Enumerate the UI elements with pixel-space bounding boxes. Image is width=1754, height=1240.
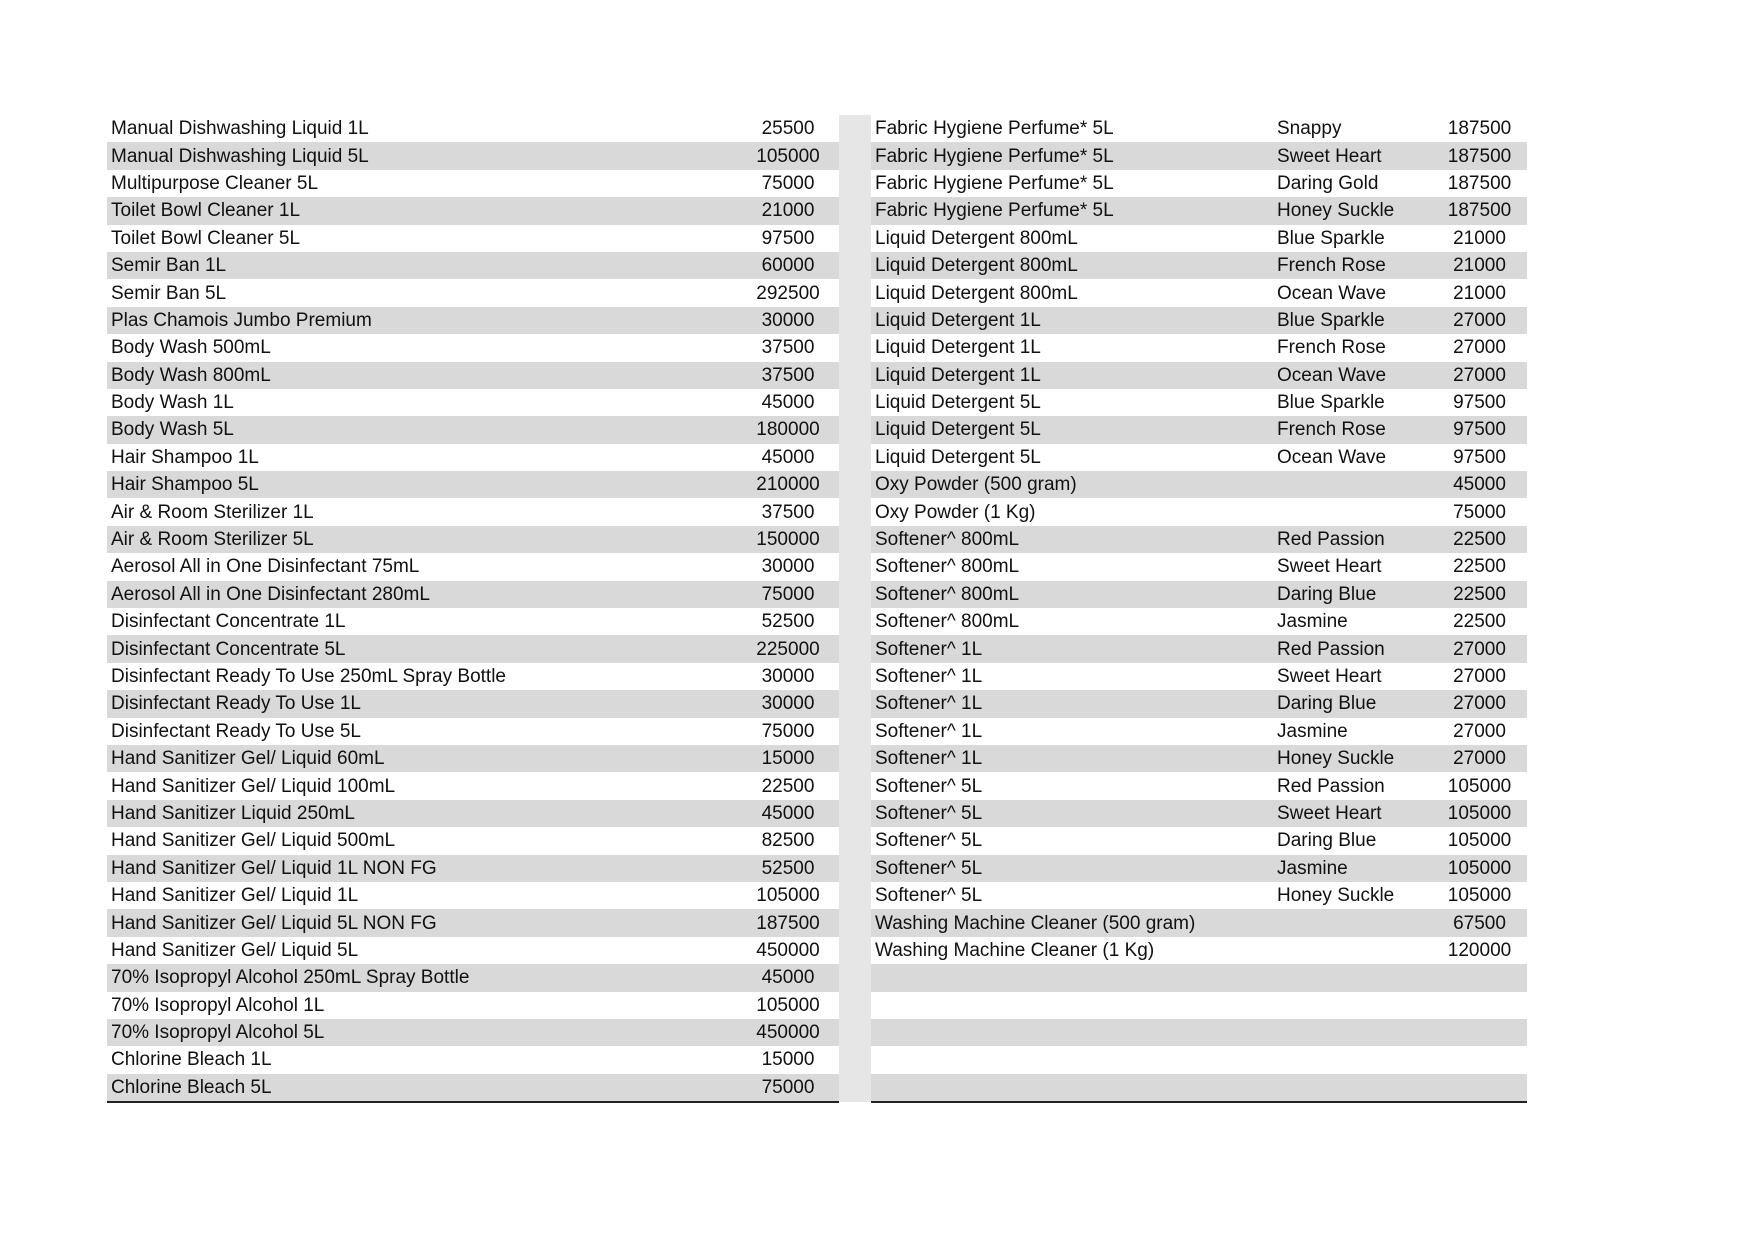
right-product-name [871,1019,1275,1046]
left-product-name: Aerosol All in One Disinfectant 75mL [111,556,420,578]
column-gap [839,663,871,690]
left-product-name: 70% Isopropyl Alcohol 5L [107,1019,737,1046]
table-row [107,170,1527,197]
left-product-price: 75000 [761,172,815,194]
right-product-name [871,1074,1275,1102]
column-gap [839,197,871,224]
right-product-name: Softener^ 1L [871,690,1275,717]
left-product-name: Manual Dishwashing Liquid 1L [111,118,369,140]
table-row [107,197,1527,224]
right-product-price: 105000 [1447,775,1512,797]
right-product-price [1432,992,1527,1019]
table-row [107,1074,1527,1102]
right-product-price: 187500 [1432,142,1527,169]
right-product-price: 21000 [1453,227,1506,249]
right-product-name: Liquid Detergent 1L [875,337,1041,359]
left-product-price: 450000 [737,1019,839,1046]
column-gap [839,553,871,580]
table-row [107,334,1527,361]
left-product-name: Chlorine Bleach 5L [107,1074,737,1102]
price-table-body [107,115,1527,1102]
table-row [107,444,1527,471]
right-product-name: Liquid Detergent 5L [871,416,1275,443]
right-product-price: 27000 [1432,635,1527,662]
right-product-price: 67500 [1432,909,1527,936]
right-product-name: Liquid Detergent 5L [875,446,1041,468]
table-row [107,498,1527,525]
right-product-variant: Red Passion [1275,526,1432,553]
right-product-name: Washing Machine Cleaner (1 Kg) [875,939,1155,961]
right-product-price: 27000 [1432,690,1527,717]
left-product-price: 45000 [761,446,815,468]
table-row [107,142,1527,169]
right-product-name: Softener^ 5L [875,885,983,907]
right-product-variant [1275,992,1432,1019]
column-gap [839,855,871,882]
left-product-name: Disinfectant Concentrate 1L [111,611,346,633]
right-product-price [1432,1046,1527,1073]
table-row [107,827,1527,854]
table-row [107,937,1527,964]
column-gap [839,498,871,525]
table-row [107,608,1527,635]
right-product-name: Oxy Powder (500 gram) [871,471,1275,498]
right-product-variant: Ocean Wave [1277,446,1387,468]
right-product-name: Liquid Detergent 1L [871,307,1275,334]
right-product-variant: Sweet Heart [1275,142,1432,169]
right-product-name: Oxy Powder (1 Kg) [875,501,1036,523]
left-product-name: Hand Sanitizer Gel/ Liquid 5L [111,939,359,961]
left-product-price: 210000 [737,471,839,498]
left-product-name: Plas Chamois Jumbo Premium [107,307,737,334]
column-gap [839,827,871,854]
right-product-price: 97500 [1432,416,1527,443]
column-gap [839,334,871,361]
right-product-variant: Sweet Heart [1277,666,1382,687]
right-product-variant: Sweet Heart [1275,800,1432,827]
left-product-name: Disinfectant Ready To Use 1L [107,690,737,717]
right-product-variant: French Rose [1275,252,1432,279]
column-gap [839,170,871,197]
left-product-price: 37500 [761,501,815,523]
left-product-name: Aerosol All in One Disinfectant 280mL [107,581,737,608]
right-product-price: 105000 [1447,885,1512,907]
column-gap [839,362,871,389]
column-gap [839,1074,871,1102]
right-product-price: 27000 [1432,307,1527,334]
left-product-price: 82500 [761,830,815,852]
right-product-variant [1275,498,1432,525]
column-gap [839,416,871,443]
right-product-price [1432,1019,1527,1046]
left-product-price: 45000 [737,800,839,827]
right-product-price: 21000 [1453,282,1506,304]
right-product-variant: Blue Sparkle [1277,227,1385,249]
right-product-name [871,1046,1275,1073]
table-row [107,1046,1527,1073]
table-row [107,992,1527,1019]
left-product-price: 30000 [737,307,839,334]
price-list-sheet [107,115,1527,1103]
right-product-variant [1275,1074,1432,1102]
column-gap [839,608,871,635]
left-product-name: Air & Room Sterilizer 5L [107,526,737,553]
right-product-variant: Honey Suckle [1277,885,1395,907]
right-product-price: 27000 [1453,720,1506,742]
left-product-name: Hand Sanitizer Gel/ Liquid 60mL [107,745,737,772]
right-product-price: 97500 [1453,446,1506,468]
right-product-price: 27000 [1453,337,1506,359]
right-product-variant: French Rose [1275,416,1432,443]
right-product-variant [1275,937,1432,964]
left-product-price: 15000 [761,1049,815,1071]
left-product-price: 450000 [756,939,820,961]
left-product-price: 75000 [737,581,839,608]
column-gap [839,526,871,553]
left-product-name: Hand Sanitizer Gel/ Liquid 500mL [111,830,396,852]
right-product-price: 27000 [1432,745,1527,772]
column-gap [839,882,871,909]
left-product-price: 30000 [761,556,815,578]
table-row [107,115,1527,142]
column-gap [839,471,871,498]
right-product-variant: Ocean Wave [1277,282,1387,304]
right-product-price: 22500 [1432,581,1527,608]
left-product-price: 45000 [761,392,815,414]
table-row [107,772,1527,799]
table-row [107,800,1527,827]
column-gap [839,800,871,827]
right-product-variant: Jasmine [1275,855,1432,882]
right-product-variant [1275,964,1432,991]
table-row [107,471,1527,498]
table-row [107,690,1527,717]
left-product-price: 150000 [737,526,839,553]
table-row [107,635,1527,662]
right-product-price: 75000 [1453,501,1506,523]
left-product-name: Disinfectant Concentrate 5L [107,635,737,662]
right-product-name: Softener^ 5L [871,855,1275,882]
left-product-name: Hand Sanitizer Liquid 250mL [107,800,737,827]
table-row [107,389,1527,416]
left-product-name: Multipurpose Cleaner 5L [111,172,319,194]
table-row [107,225,1527,252]
right-product-price: 22500 [1453,556,1506,578]
right-product-variant [1275,471,1432,498]
left-product-name: Toilet Bowl Cleaner 5L [111,227,301,249]
table-row [107,252,1527,279]
column-gap [839,279,871,306]
left-product-name: Semir Ban 5L [111,282,227,304]
right-product-variant: Red Passion [1275,635,1432,662]
left-product-price: 22500 [761,775,815,797]
column-gap [839,444,871,471]
right-product-price: 45000 [1432,471,1527,498]
left-product-name: Air & Room Sterilizer 1L [111,501,314,523]
right-product-variant [1275,1046,1432,1073]
left-product-price: 45000 [737,964,839,991]
right-product-variant: French Rose [1277,337,1386,359]
table-row [107,855,1527,882]
right-product-price: 22500 [1432,526,1527,553]
left-product-price: 292500 [756,282,820,304]
table-row [107,526,1527,553]
right-product-name: Fabric Hygiene Perfume* 5L [875,172,1114,194]
left-product-name: Disinfectant Ready To Use 250mL Spray Bottle [111,666,506,687]
right-product-variant: Daring Gold [1277,172,1379,194]
left-product-name: Body Wash 1L [111,392,234,414]
left-product-price: 60000 [737,252,839,279]
table-row [107,307,1527,334]
table-row [107,663,1527,690]
column-gap [839,635,871,662]
left-product-name: Body Wash 5L [107,416,737,443]
left-product-price: 75000 [761,720,815,742]
table-row [107,362,1527,389]
left-product-price: 105000 [737,142,839,169]
right-product-name: Liquid Detergent 800mL [871,252,1275,279]
column-gap [839,389,871,416]
left-product-name: Hair Shampoo 1L [111,446,259,468]
right-product-variant: Daring Blue [1277,830,1377,852]
column-gap [839,115,871,142]
right-product-name: Softener^ 1L [875,666,983,687]
right-product-name: Fabric Hygiene Perfume* 5L [875,118,1114,140]
right-product-name: Softener^ 5L [875,830,983,852]
left-product-name: Chlorine Bleach 1L [111,1049,272,1071]
left-product-price: 25500 [761,118,815,140]
right-product-name: Softener^ 800mL [871,581,1275,608]
left-product-name: Semir Ban 1L [107,252,737,279]
price-table [107,115,1527,1103]
right-product-variant: Jasmine [1277,611,1348,633]
right-product-variant: Daring Blue [1275,581,1432,608]
left-product-name: Hand Sanitizer Gel/ Liquid 1L NON FG [107,855,737,882]
right-product-variant: Ocean Wave [1275,362,1432,389]
column-gap [839,745,871,772]
right-product-name: Softener^ 800mL [875,611,1020,633]
left-product-price: 21000 [737,197,839,224]
right-product-variant: Daring Blue [1275,690,1432,717]
right-product-name: Fabric Hygiene Perfume* 5L [871,197,1275,224]
left-product-price: 52500 [737,855,839,882]
right-product-variant: Jasmine [1277,720,1348,742]
right-product-name: Softener^ 800mL [875,556,1020,578]
right-product-name [871,964,1275,991]
right-product-price: 97500 [1453,392,1506,414]
right-product-price: 187500 [1432,197,1527,224]
left-product-price: 75000 [737,1074,839,1102]
right-product-name: Liquid Detergent 800mL [875,227,1078,249]
column-gap [839,992,871,1019]
right-product-name: Softener^ 1L [875,720,983,742]
left-product-price: 187500 [737,909,839,936]
column-gap [839,1046,871,1073]
right-product-variant [1275,909,1432,936]
column-gap [839,307,871,334]
left-product-name: Manual Dishwashing Liquid 5L [107,142,737,169]
left-product-name: Body Wash 800mL [107,362,737,389]
right-product-price: 105000 [1447,830,1512,852]
table-row [107,553,1527,580]
right-product-price: 27000 [1453,666,1506,687]
right-product-price: 120000 [1447,939,1512,961]
right-product-price: 187500 [1447,118,1512,140]
column-gap [839,718,871,745]
column-gap [839,964,871,991]
right-product-price: 105000 [1432,800,1527,827]
right-product-variant: Snappy [1277,118,1342,140]
right-product-price: 187500 [1447,172,1512,194]
left-product-name: Toilet Bowl Cleaner 1L [107,197,737,224]
column-gap [839,142,871,169]
left-product-name: Hand Sanitizer Gel/ Liquid 1L [111,885,359,907]
left-product-name: Hand Sanitizer Gel/ Liquid 5L NON FG [107,909,737,936]
left-product-name: Hand Sanitizer Gel/ Liquid 100mL [111,775,396,797]
left-product-name: Disinfectant Ready To Use 5L [111,720,361,742]
column-gap [839,690,871,717]
right-product-price: 27000 [1432,362,1527,389]
right-product-price [1432,964,1527,991]
right-product-name: Liquid Detergent 800mL [875,282,1078,304]
column-gap [839,909,871,936]
table-row [107,745,1527,772]
left-product-price: 30000 [761,666,815,687]
right-product-name: Softener^ 1L [871,745,1275,772]
left-product-name: 70% Isopropyl Alcohol 1L [111,994,325,1016]
right-product-variant: Sweet Heart [1277,556,1382,578]
column-gap [839,581,871,608]
right-product-name: Liquid Detergent 1L [871,362,1275,389]
column-gap [839,252,871,279]
right-product-price: 105000 [1432,855,1527,882]
right-product-variant: Red Passion [1277,775,1385,797]
table-row [107,279,1527,306]
left-product-name: 70% Isopropyl Alcohol 250mL Spray Bottle [107,964,737,991]
left-product-price: 30000 [737,690,839,717]
left-product-name: Hair Shampoo 5L [107,471,737,498]
right-product-variant: Honey Suckle [1275,745,1432,772]
left-product-price: 37500 [737,362,839,389]
table-row [107,909,1527,936]
right-product-variant [1275,1019,1432,1046]
table-row [107,581,1527,608]
table-row [107,964,1527,991]
column-gap [839,225,871,252]
table-row [107,718,1527,745]
left-product-price: 225000 [737,635,839,662]
column-gap [839,1019,871,1046]
left-product-price: 52500 [761,611,815,633]
table-row [107,882,1527,909]
right-product-name: Fabric Hygiene Perfume* 5L [871,142,1275,169]
right-product-price: 22500 [1453,611,1506,633]
right-product-name: Softener^ 5L [875,775,983,797]
table-row [107,1019,1527,1046]
table-row [107,416,1527,443]
right-product-name: Softener^ 1L [871,635,1275,662]
left-product-price: 180000 [737,416,839,443]
right-product-name [871,992,1275,1019]
right-product-name: Liquid Detergent 5L [875,392,1041,414]
column-gap [839,937,871,964]
right-product-name: Washing Machine Cleaner (500 gram) [871,909,1275,936]
left-product-name: Body Wash 500mL [111,337,271,359]
right-product-name: Softener^ 5L [871,800,1275,827]
right-product-price: 21000 [1432,252,1527,279]
right-product-name: Softener^ 800mL [871,526,1275,553]
left-product-price: 105000 [756,994,820,1016]
right-product-variant: Blue Sparkle [1277,392,1385,414]
right-product-variant: Honey Suckle [1275,197,1432,224]
column-gap [839,772,871,799]
left-product-price: 97500 [761,227,815,249]
left-product-price: 105000 [756,885,820,907]
right-product-variant: Blue Sparkle [1275,307,1432,334]
left-product-price: 37500 [761,337,815,359]
left-product-price: 15000 [737,745,839,772]
right-product-price [1432,1074,1527,1102]
